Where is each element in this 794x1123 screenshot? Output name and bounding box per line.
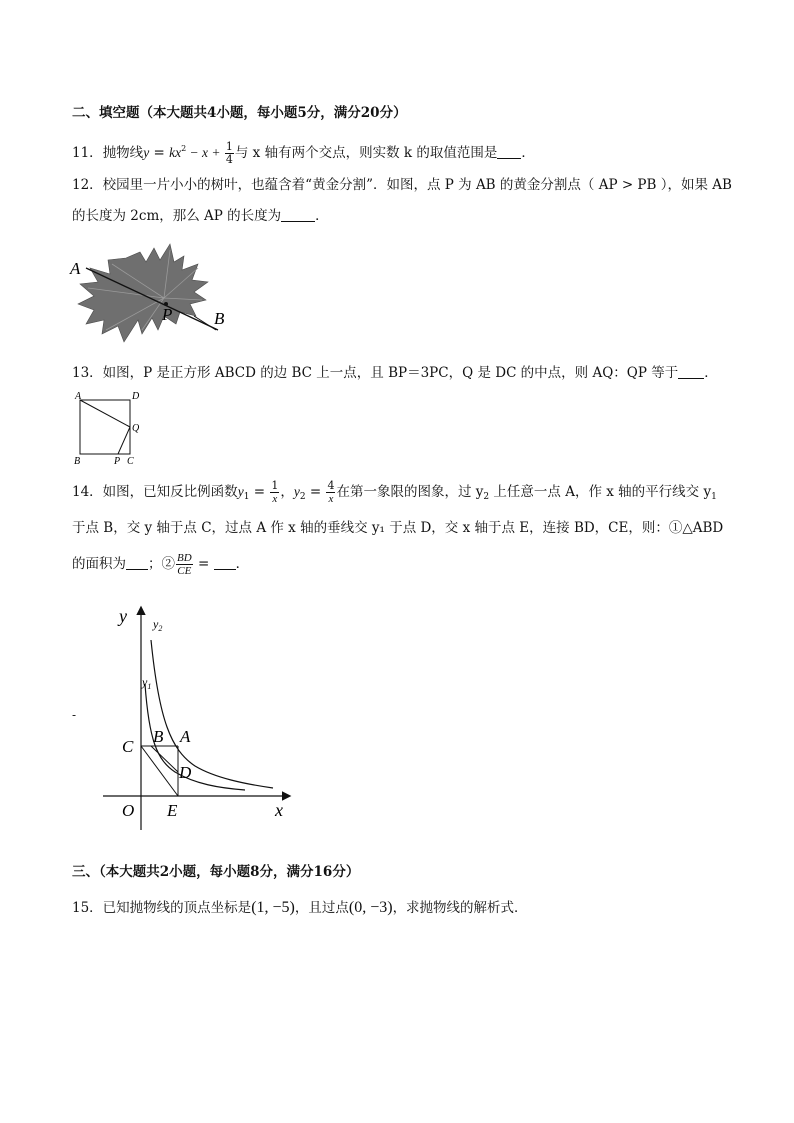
q11-text-pre: 抛物线	[102, 145, 144, 161]
q12-answer-blank[interactable]	[281, 207, 315, 222]
q14-eq-3: =	[193, 556, 214, 572]
hyperbola-figure	[95, 600, 300, 830]
q11-number: 11．	[72, 145, 103, 161]
q11-fn-mid: − x +	[186, 145, 224, 160]
q14-f3-num: BD	[177, 552, 192, 564]
q15-point: (0, −3)	[348, 899, 393, 916]
question-12-line-2	[72, 206, 329, 226]
q15-text-post: ，求抛物线的解析式．	[392, 900, 528, 916]
q14-f1-den: x	[272, 493, 278, 505]
label-a: A	[180, 727, 191, 746]
q13-text: 13．如图，P 是正方形 ABCD 的边 BC 上一点，且 BP＝3PC，Q 是 DC 的中点，则 AQ：QP 等于	[72, 365, 679, 381]
q11-answer-blank[interactable]	[497, 144, 521, 159]
label-y: y	[119, 606, 127, 626]
q14-area-text: 的面积为	[72, 556, 126, 572]
q11-fn-eq: =	[149, 145, 170, 161]
question-12-line-1: 12．校园里一片小小的树叶，也蕴含着“黄金分割”．如图，点 P 为 AB 的黄金分割点（ AP > PB ），如果 AB	[72, 177, 732, 193]
stray-mark: -	[72, 708, 77, 722]
q11-fn-k: kx	[169, 145, 182, 160]
label-c: C	[127, 456, 134, 467]
q15-vertex: (1, −5)	[251, 899, 295, 916]
section-2-heading: 二、填空题（本大题共4小题，每小题5分，满分20分）	[72, 105, 407, 121]
q14-fraction-1	[270, 480, 279, 505]
label-b: B	[153, 727, 164, 746]
q14-ratio-blank[interactable]	[214, 555, 236, 570]
q11-text-post: 与 x 轴有两个交点，则实数 k 的取值范围是	[234, 145, 498, 161]
q13-answer-blank[interactable]	[678, 364, 704, 379]
q14-comma: ，	[280, 484, 294, 500]
section-3-heading: 三、（本大题共2小题，每小题8分，满分16分）	[72, 864, 360, 880]
label-c: C	[122, 737, 134, 756]
label-e: E	[167, 801, 178, 820]
square-abcd	[80, 400, 130, 454]
q11-fn-exponent: 2	[181, 144, 187, 153]
label-a: A	[70, 259, 81, 278]
square-figure	[70, 390, 150, 468]
curve-y2	[151, 640, 273, 788]
segment-qp	[118, 427, 130, 454]
question-14-line-1	[72, 480, 717, 507]
q14-f2-num: 4	[327, 479, 335, 492]
q11-end: ．	[521, 145, 535, 161]
leaf-shape	[78, 244, 208, 342]
label-p: P	[162, 305, 173, 324]
q14-y1-sub: 1	[243, 492, 250, 502]
q12-text: 的长度为 2cm，那么 AP 的长度为	[72, 208, 282, 224]
q14-y1: y	[237, 484, 244, 499]
q14-eq-2: =	[305, 484, 326, 500]
q11-fraction	[225, 141, 234, 166]
question-13	[72, 363, 718, 383]
q11-fn-lhs: y	[143, 145, 150, 160]
question-14-line-2: 于点 B，交 y 轴于点 C，过点 A 作 x 轴的垂线交 y₁ 于点 D，交 x 轴于点 E，连接 BD，CE，则：①△ABD	[72, 520, 724, 536]
segment-bd	[151, 746, 178, 772]
label-p: P	[114, 456, 121, 467]
q13-end: ．	[704, 365, 718, 381]
q14-text-tail-sub: 1	[711, 492, 717, 502]
q14-y2: y	[293, 484, 300, 499]
question-14-line-3	[72, 552, 249, 577]
q14-end: ．	[235, 556, 250, 572]
q11-frac-den: 4	[225, 153, 233, 166]
label-y2: $y_2$	[153, 617, 163, 633]
q14-mid: ；②	[148, 556, 175, 572]
label-a: A	[75, 391, 82, 402]
label-d: D	[132, 391, 140, 402]
question-15	[72, 898, 528, 918]
q14-text-pre: 14．如图，已知反比例函数	[72, 484, 238, 500]
leaf-stem	[194, 316, 216, 330]
q14-text-mid: 在第一象限的图象，过 y	[336, 484, 484, 500]
q12-end: ．	[315, 208, 329, 224]
label-b: B	[214, 309, 225, 328]
q11-frac-num: 1	[225, 140, 233, 153]
q15-text-pre: 15．已知抛物线的顶点坐标是	[72, 900, 252, 916]
label-o: O	[122, 801, 135, 820]
question-11	[72, 139, 535, 166]
q15-text-mid: ，且过点	[294, 900, 349, 916]
q14-eq-1: =	[249, 484, 270, 500]
segment-aq	[80, 400, 130, 427]
label-y1: $y_1$	[142, 675, 152, 691]
q14-text-mid-sub: 2	[483, 492, 490, 502]
q14-y2-sub: 2	[299, 492, 306, 502]
label-q: Q	[132, 423, 140, 434]
label-d: D	[179, 763, 192, 782]
q14-f3-den: CE	[177, 565, 192, 577]
leaf-figure	[66, 238, 236, 348]
q14-fraction-3	[176, 552, 193, 577]
label-b: B	[74, 456, 81, 467]
q14-f1-num: 1	[271, 479, 279, 492]
q14-f2-den: x	[328, 493, 334, 505]
label-x: x	[275, 800, 283, 820]
q14-area-blank[interactable]	[126, 555, 148, 570]
q14-text-tail: 上任意一点 A，作 x 轴的平行线交 y	[489, 484, 712, 500]
q14-fraction-2	[326, 480, 335, 505]
